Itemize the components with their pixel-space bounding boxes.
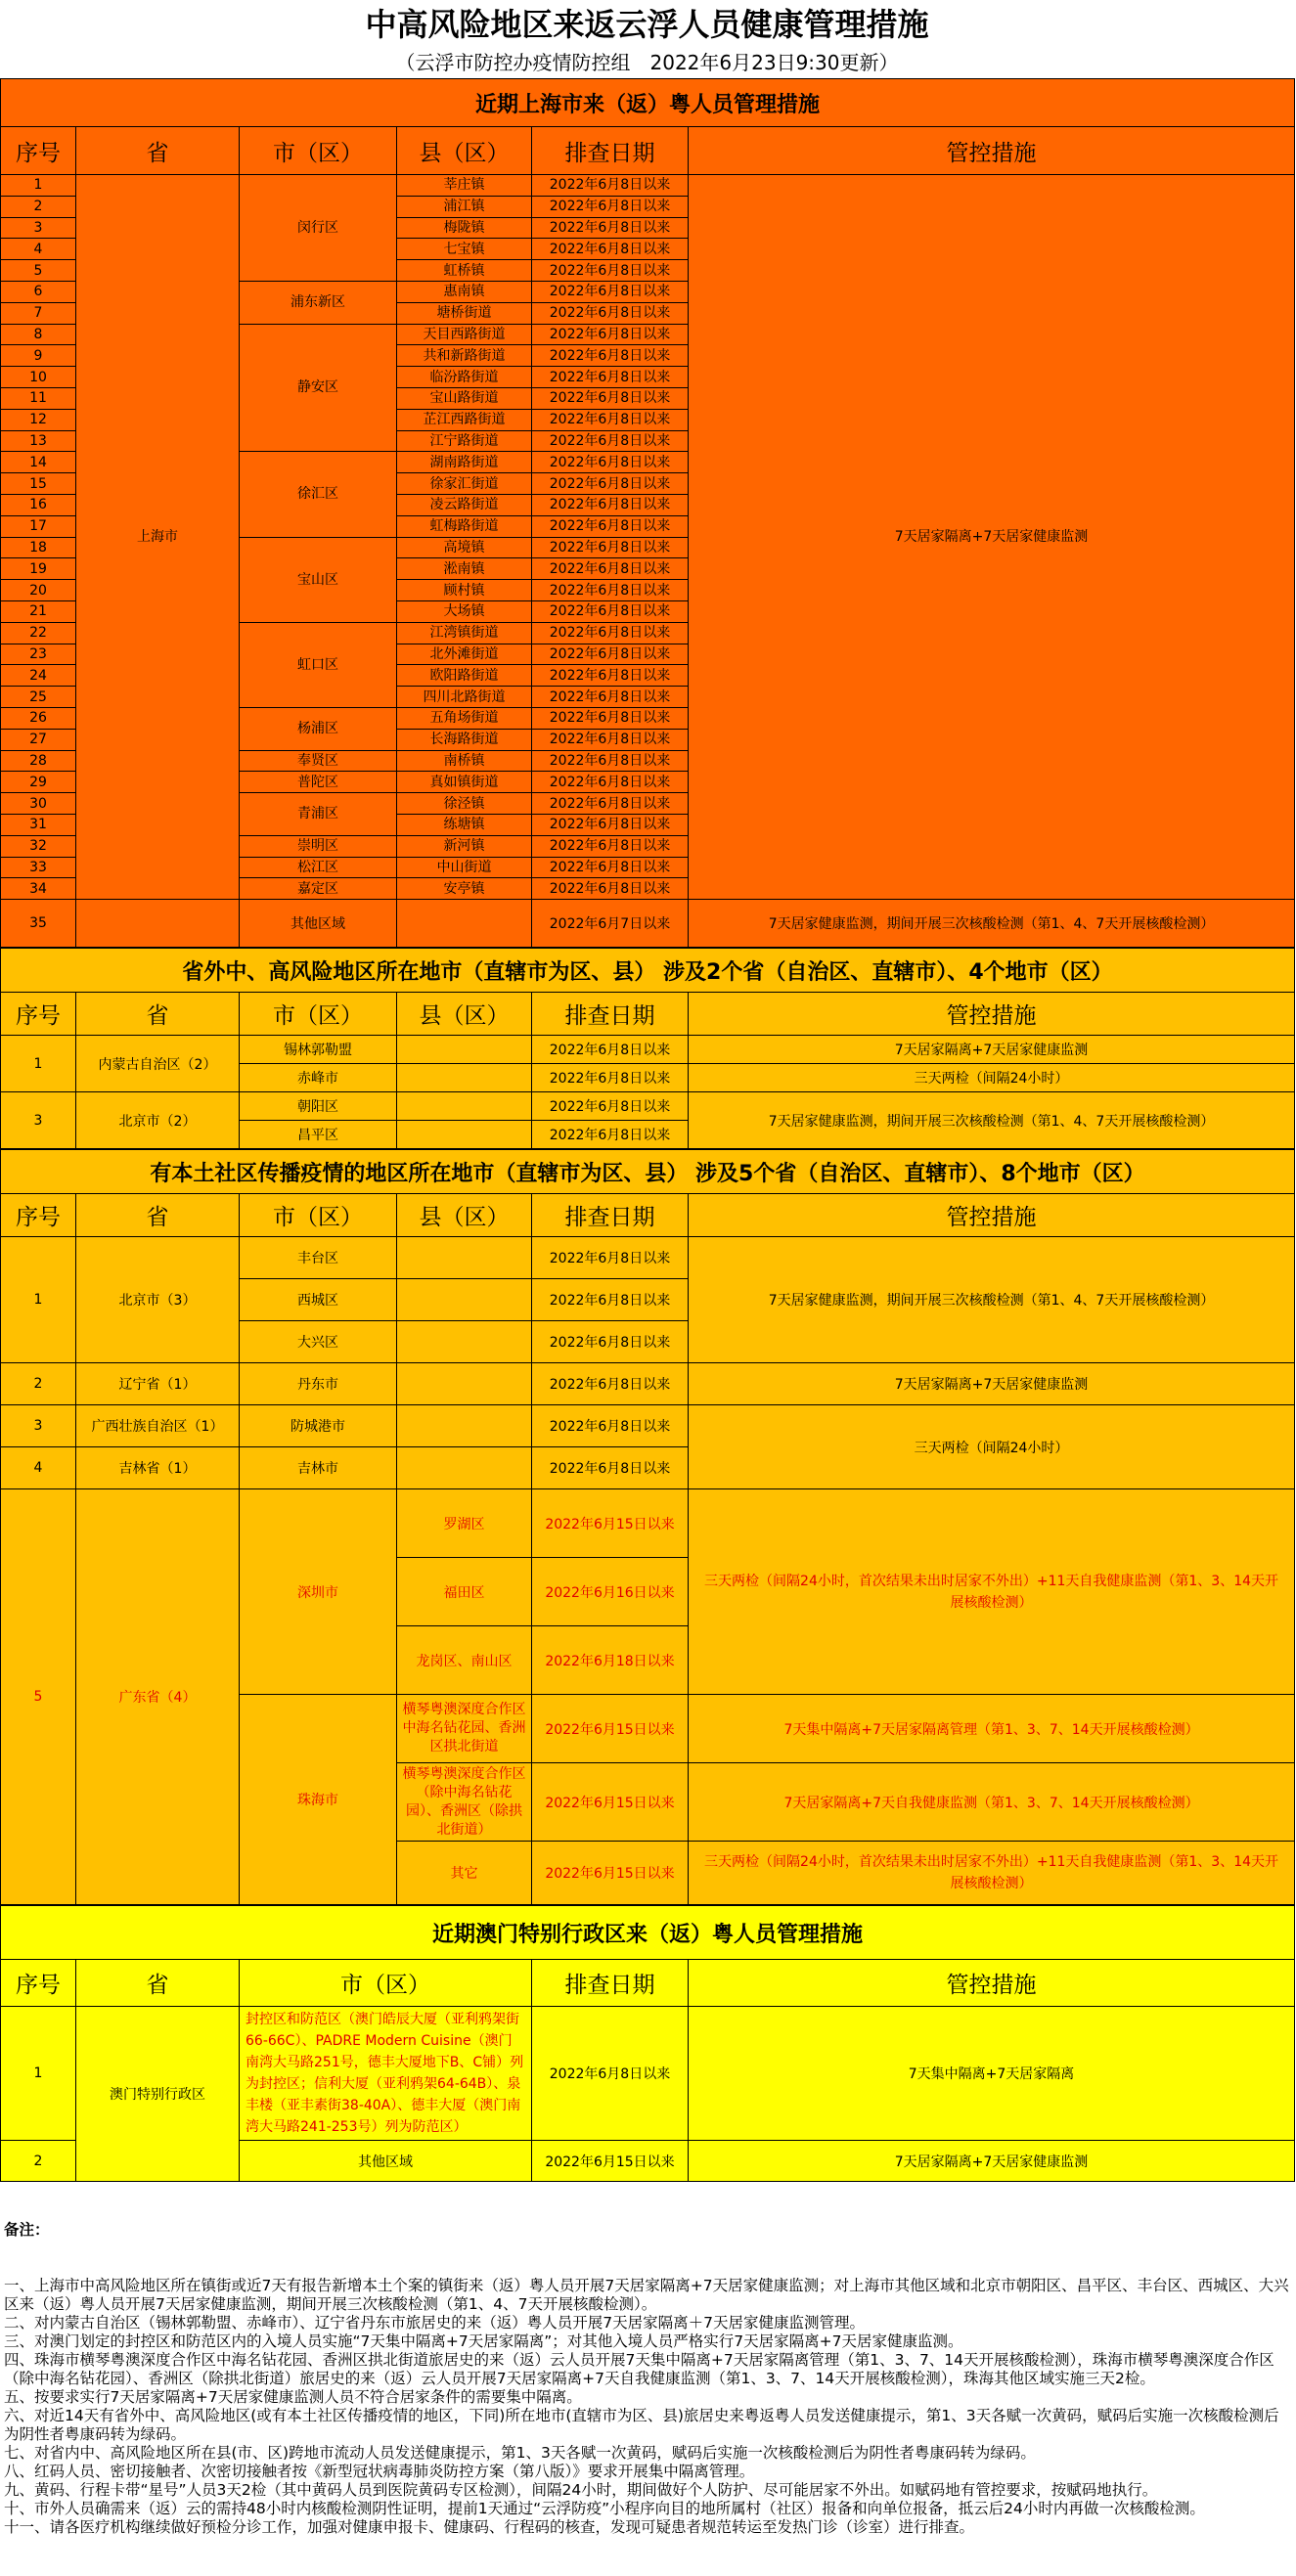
row-date: 2022年6月8日以来 xyxy=(532,345,689,367)
row-county xyxy=(397,1363,532,1405)
row-province: 广东省（4） xyxy=(76,1489,240,1905)
row-city: 赤峰市 xyxy=(240,1064,397,1092)
row-county: 北外滩街道 xyxy=(397,644,532,665)
row-county: 徐家汇街道 xyxy=(397,473,532,495)
row-date: 2022年6月8日以来 xyxy=(532,622,689,644)
row-no: 18 xyxy=(1,537,76,558)
row-county: 徐泾镇 xyxy=(397,793,532,815)
row-measure: 7天居家健康监测，期间开展三次核酸检测（第1、4、7天开展核酸检测） xyxy=(689,1092,1295,1149)
row-date: 2022年6月8日以来 xyxy=(532,835,689,857)
row-city: 宝山区 xyxy=(240,537,397,622)
row-date: 2022年6月8日以来 xyxy=(532,175,689,197)
row-no: 5 xyxy=(1,1489,76,1905)
header-date: 排查日期 xyxy=(532,1194,689,1237)
table-row xyxy=(1,175,1295,197)
row-city: 崇明区 xyxy=(240,835,397,857)
row-province: 广西壮族自治区（1） xyxy=(76,1405,240,1447)
row-county: 高境镇 xyxy=(397,537,532,558)
header-county: 县（区） xyxy=(397,993,532,1036)
note-item: 六、对近14天有省外中、高风险地区(或有本土社区传播疫情的地区，下同)所在地市(直辖市为区、县)旅居史来粤返粤人员发送健康提示，第1、3天各赋一次黄码，赋码后实施一次核酸检测后为阴性者粤康码转为绿码。 xyxy=(4,2407,1279,2444)
row-county: 练塘镇 xyxy=(397,814,532,835)
header-measure: 管控措施 xyxy=(689,1960,1295,2007)
row-city: 奉贤区 xyxy=(240,750,397,772)
section-title-shanghai: 近期上海市来（返）粤人员管理措施 xyxy=(1,79,1295,127)
row-no: 4 xyxy=(1,1447,76,1489)
row-no: 25 xyxy=(1,687,76,708)
row-date: 2022年6月15日以来 xyxy=(532,1763,689,1842)
row-no: 7 xyxy=(1,302,76,324)
row-no: 29 xyxy=(1,772,76,793)
row-date: 2022年6月8日以来 xyxy=(532,260,689,282)
row-county xyxy=(397,1121,532,1149)
row-city: 昌平区 xyxy=(240,1121,397,1149)
section-title-outside: 省外中、高风险地区所在地市（直辖市为区、县） 涉及2个省（自治区、直辖市）、4个地市（区） xyxy=(1,949,1295,993)
row-date: 2022年6月8日以来 xyxy=(532,473,689,495)
row-county: 中山街道 xyxy=(397,857,532,878)
row-county: 天目西路街道 xyxy=(397,324,532,345)
row-no: 9 xyxy=(1,345,76,367)
note-item: 一、上海市中高风险地区所在镇街或近7天有报告新增本土个案的镇街来（返）粤人员开展7天居家隔离+7天居家健康监测；对上海市其他区域和北京市朝阳区、昌平区、丰台区、西城区、大兴区来（返）粤人员开展7天居家健康监测，期间开展三次核酸检测（第1、4、7天开展核酸检测）。 xyxy=(4,2277,1289,2314)
header-measure: 管控措施 xyxy=(689,1194,1295,1237)
row-no: 28 xyxy=(1,750,76,772)
row-measure: 三天两检（间隔24小时） xyxy=(689,1405,1295,1489)
row-county: 梅陇镇 xyxy=(397,217,532,239)
header-measure: 管控措施 xyxy=(689,127,1295,175)
note-item: 十、市外人员确需来（返）云的需持48小时内核酸检测阴性证明，提前1天通过“云浮防疫”小程序向目的地所属村（社区）报备和向单位报备，抵云后24小时内再做一次核酸检测。 xyxy=(4,2500,1205,2518)
row-no: 5 xyxy=(1,260,76,282)
row-no: 2 xyxy=(1,196,76,217)
row-no: 31 xyxy=(1,814,76,835)
row-city: 吉林市 xyxy=(240,1447,397,1489)
row-city: 青浦区 xyxy=(240,793,397,836)
row-date: 2022年6月8日以来 xyxy=(532,1447,689,1489)
row-city: 大兴区 xyxy=(240,1321,397,1363)
row-date: 2022年6月8日以来 xyxy=(532,430,689,452)
row-date: 2022年6月8日以来 xyxy=(532,793,689,815)
row-county: 共和新路街道 xyxy=(397,345,532,367)
row-measure: 7天居家隔离+7天居家健康监测 xyxy=(689,1036,1295,1064)
header-province: 省 xyxy=(76,1960,240,2007)
row-date: 2022年6月8日以来 xyxy=(532,239,689,260)
row-city: 其他区域 xyxy=(240,900,397,948)
header-province: 省 xyxy=(76,1194,240,1237)
note-item: 九、黄码、行程卡带“星号”人员3天2检（其中黄码人员到医院黄码专区检测），间隔24小时，期间做好个人防护、尽可能居家不外出。如赋码地有管控要求，按赋码地执行。 xyxy=(4,2481,1158,2500)
row-no: 1 xyxy=(1,1036,76,1092)
row-city: 珠海市 xyxy=(240,1695,397,1905)
row-measure: 7天居家隔离+7天居家健康监测 xyxy=(689,175,1295,900)
row-date: 2022年6月8日以来 xyxy=(532,665,689,687)
row-no: 35 xyxy=(1,900,76,948)
row-city: 嘉定区 xyxy=(240,878,397,900)
row-city: 深圳市 xyxy=(240,1489,397,1695)
row-date: 2022年6月8日以来 xyxy=(532,217,689,239)
row-no: 2 xyxy=(1,1363,76,1405)
row-city: 虹口区 xyxy=(240,622,397,707)
row-date: 2022年6月8日以来 xyxy=(532,1279,689,1321)
row-city: 浦东新区 xyxy=(240,281,397,324)
row-date: 2022年6月8日以来 xyxy=(532,1121,689,1149)
row-county: 淞南镇 xyxy=(397,558,532,580)
section-title-macau: 近期澳门特别行政区来（返）粤人员管理措施 xyxy=(1,1906,1295,1960)
row-date: 2022年6月8日以来 xyxy=(532,644,689,665)
row-no: 16 xyxy=(1,494,76,515)
row-measure: 三天两检（间隔24小时） xyxy=(689,1064,1295,1092)
row-no: 3 xyxy=(1,1405,76,1447)
row-date: 2022年6月8日以来 xyxy=(532,750,689,772)
row-date: 2022年6月8日以来 xyxy=(532,1363,689,1405)
header-county: 县（区） xyxy=(397,127,532,175)
shanghai-table xyxy=(0,78,1295,948)
row-measure: 7天居家健康监测，期间开展三次核酸检测（第1、4、7天开展核酸检测） xyxy=(689,1237,1295,1363)
row-county: 五角场街道 xyxy=(397,707,532,729)
row-date: 2022年6月15日以来 xyxy=(532,1489,689,1558)
row-no: 34 xyxy=(1,878,76,900)
header-province: 省 xyxy=(76,993,240,1036)
row-no: 12 xyxy=(1,409,76,430)
row-county: 芷江西路街道 xyxy=(397,409,532,430)
row-date: 2022年6月8日以来 xyxy=(532,558,689,580)
row-county xyxy=(397,1447,532,1489)
row-city: 徐汇区 xyxy=(240,452,397,537)
row-no: 6 xyxy=(1,281,76,302)
row-date: 2022年6月16日以来 xyxy=(532,1558,689,1626)
row-no: 15 xyxy=(1,473,76,495)
row-no: 8 xyxy=(1,324,76,345)
row-county: 江湾镇街道 xyxy=(397,622,532,644)
row-city: 静安区 xyxy=(240,324,397,452)
header-city: 市（区） xyxy=(240,1194,397,1237)
row-county: 横琴粤澳深度合作区（除中海名钻花园）、香洲区（除拱北街道） xyxy=(397,1763,532,1842)
row-date: 2022年6月8日以来 xyxy=(532,1405,689,1447)
row-date: 2022年6月8日以来 xyxy=(532,302,689,324)
row-no: 11 xyxy=(1,387,76,409)
row-no: 23 xyxy=(1,644,76,665)
row-county: 四川北路街道 xyxy=(397,687,532,708)
macau-table xyxy=(0,1905,1295,2182)
row-city: 朝阳区 xyxy=(240,1092,397,1121)
row-measure: 7天居家健康监测，期间开展三次核酸检测（第1、4、7天开展核酸检测） xyxy=(689,900,1295,948)
row-date: 2022年6月8日以来 xyxy=(532,772,689,793)
note-item: 三、对澳门划定的封控区和防范区内的入境人员实施“7天集中隔离+7天居家隔离”；对其他入境人员严格实行7天居家隔离+7天居家健康监测。 xyxy=(4,2332,963,2351)
row-date: 2022年6月8日以来 xyxy=(532,1092,689,1121)
row-province: 北京市（3） xyxy=(76,1237,240,1363)
row-county: 七宝镇 xyxy=(397,239,532,260)
row-date: 2022年6月8日以来 xyxy=(532,814,689,835)
row-no: 1 xyxy=(1,1237,76,1363)
row-date: 2022年6月8日以来 xyxy=(532,196,689,217)
row-county xyxy=(397,900,532,948)
header-measure: 管控措施 xyxy=(689,993,1295,1036)
notes-list xyxy=(4,2277,1290,2537)
row-measure: 三天两检（间隔24小时，首次结果未出时居家不外出）+11天自我健康监测（第1、3、14天开展核酸检测） xyxy=(689,1489,1295,1695)
row-date: 2022年6月8日以来 xyxy=(532,1064,689,1092)
row-no: 30 xyxy=(1,793,76,815)
header-province: 省 xyxy=(76,127,240,175)
page-subtitle: （云浮市防控办疫情防控组 2022年6月23日9:30更新） xyxy=(395,51,899,74)
row-date: 2022年6月8日以来 xyxy=(532,409,689,430)
row-county: 真如镇街道 xyxy=(397,772,532,793)
header-no: 序号 xyxy=(1,127,76,175)
row-city: 防城港市 xyxy=(240,1405,397,1447)
row-county: 横琴粤澳深度合作区中海名钻花园、香洲区拱北街道 xyxy=(397,1695,532,1763)
row-county: 湖南路街道 xyxy=(397,452,532,473)
page-title: 中高风险地区来返云浮人员健康管理措施 xyxy=(365,6,929,43)
row-county: 罗湖区 xyxy=(397,1489,532,1558)
row-measure: 7天集中隔离+7天居家隔离管理（第1、3、7、14天开展核酸检测） xyxy=(689,1695,1295,1763)
row-date: 2022年6月8日以来 xyxy=(532,537,689,558)
row-date: 2022年6月8日以来 xyxy=(532,729,689,750)
header-city: 市（区） xyxy=(240,993,397,1036)
row-county: 江宁路街道 xyxy=(397,430,532,452)
row-county: 浦江镇 xyxy=(397,196,532,217)
row-province xyxy=(76,900,240,948)
row-county xyxy=(397,1321,532,1363)
row-city: 西城区 xyxy=(240,1279,397,1321)
row-city: 封控区和防范区（澳门皓辰大厦（亚利鸦架街66-66C）、PADRE Modern Cuisine（澳门南湾大马路251号，德丰大厦地下B、C铺）列为封控区；信利大厦（亚利鸦架64-64B）、泉丰楼（亚丰素街38-40A）、德丰大厦（澳门南湾大马路241-253号）列为防范区） xyxy=(240,2007,532,2141)
community-spread-table xyxy=(0,1149,1295,1905)
row-date: 2022年6月8日以来 xyxy=(532,878,689,900)
row-county: 南桥镇 xyxy=(397,750,532,772)
row-county: 宝山路街道 xyxy=(397,387,532,409)
row-no: 4 xyxy=(1,239,76,260)
header-city: 市（区） xyxy=(240,127,397,175)
row-city: 杨浦区 xyxy=(240,707,397,750)
row-date: 2022年6月8日以来 xyxy=(532,2007,689,2141)
row-measure: 7天居家隔离+7天居家健康监测 xyxy=(689,2141,1295,2182)
row-date: 2022年6月8日以来 xyxy=(532,580,689,601)
row-province: 内蒙古自治区（2） xyxy=(76,1036,240,1092)
row-no: 33 xyxy=(1,857,76,878)
row-no: 32 xyxy=(1,835,76,857)
row-province: 北京市（2） xyxy=(76,1092,240,1149)
header-date: 排查日期 xyxy=(532,1960,689,2007)
row-measure: 7天居家隔离+7天自我健康监测（第1、3、7、14天开展核酸检测） xyxy=(689,1763,1295,1842)
row-county: 新河镇 xyxy=(397,835,532,857)
header-no: 序号 xyxy=(1,1194,76,1237)
row-county: 福田区 xyxy=(397,1558,532,1626)
notes-heading: 备注： xyxy=(4,2221,50,2240)
row-no: 27 xyxy=(1,729,76,750)
row-date: 2022年6月8日以来 xyxy=(532,324,689,345)
row-date: 2022年6月8日以来 xyxy=(532,707,689,729)
row-date: 2022年6月8日以来 xyxy=(532,515,689,537)
row-province: 澳门特别行政区 xyxy=(76,2007,240,2182)
row-date: 2022年6月8日以来 xyxy=(532,857,689,878)
row-date: 2022年6月15日以来 xyxy=(532,1842,689,1905)
note-item: 二、对内蒙古自治区（锡林郭勒盟、赤峰市）、辽宁省丹东市旅居史的来（返）粤人员开展7天居家隔离＋7天居家健康监测管理。 xyxy=(4,2314,865,2332)
header-city: 市（区） xyxy=(240,1960,532,2007)
header-date: 排查日期 xyxy=(532,993,689,1036)
section-title-community: 有本土社区传播疫情的地区所在地市（直辖市为区、县） 涉及5个省（自治区、直辖市）、8个地市（区） xyxy=(1,1150,1295,1194)
row-no: 22 xyxy=(1,622,76,644)
row-county: 临汾路街道 xyxy=(397,367,532,388)
row-no: 2 xyxy=(1,2141,76,2182)
row-no: 20 xyxy=(1,580,76,601)
row-county: 大场镇 xyxy=(397,600,532,622)
row-city: 丰台区 xyxy=(240,1237,397,1279)
row-no: 24 xyxy=(1,665,76,687)
row-county: 其它 xyxy=(397,1842,532,1905)
notes xyxy=(0,2182,1294,2576)
note-item: 八、红码人员、密切接触者、次密切接触者按《新型冠状病毒肺炎防控方案（第八版）》要求开展集中隔离管理。 xyxy=(4,2463,755,2481)
header-county: 县（区） xyxy=(397,1194,532,1237)
row-no: 19 xyxy=(1,558,76,580)
row-city: 丹东市 xyxy=(240,1363,397,1405)
row-date: 2022年6月8日以来 xyxy=(532,1036,689,1064)
row-city: 其他区域 xyxy=(240,2141,532,2182)
row-no: 14 xyxy=(1,452,76,473)
row-city: 普陀区 xyxy=(240,772,397,793)
row-county xyxy=(397,1237,532,1279)
row-no: 13 xyxy=(1,430,76,452)
table-row xyxy=(1,900,1295,948)
row-date: 2022年6月8日以来 xyxy=(532,600,689,622)
row-date: 2022年6月8日以来 xyxy=(532,494,689,515)
note-item: 四、珠海市横琴粤澳深度合作区中海名钻花园、香洲区拱北街道旅居史的来（返）云人员开展7天集中隔离+7天居家隔离管理（第1、3、7、14天开展核酸检测），珠海市横琴粤澳深度合作区（除中海名钻花园）、香洲区（除拱北街道）旅居史的来（返）云人员开展7天居家隔离+7天自我健康监测（第1、3、7、14天开展核酸检测），珠海其他区域实施三天2检。 xyxy=(4,2351,1274,2388)
row-date: 2022年6月8日以来 xyxy=(532,367,689,388)
row-date: 2022年6月8日以来 xyxy=(532,1321,689,1363)
row-county xyxy=(397,1279,532,1321)
row-county: 塘桥街道 xyxy=(397,302,532,324)
row-county xyxy=(397,1064,532,1092)
note-item: 十一、请各医疗机构继续做好预检分诊工作，加强对健康申报卡、健康码、行程码的核查，发现可疑患者规范转运至发热门诊（诊室）进行排查。 xyxy=(4,2518,975,2537)
row-date: 2022年6月7日以来 xyxy=(532,900,689,948)
row-county: 欧阳路街道 xyxy=(397,665,532,687)
row-county: 安亭镇 xyxy=(397,878,532,900)
row-county xyxy=(397,1405,532,1447)
row-county: 凌云路街道 xyxy=(397,494,532,515)
row-city: 松江区 xyxy=(240,857,397,878)
row-province: 上海市 xyxy=(76,175,240,900)
row-no: 17 xyxy=(1,515,76,537)
row-no: 21 xyxy=(1,600,76,622)
row-date: 2022年6月15日以来 xyxy=(532,1695,689,1763)
row-no: 3 xyxy=(1,1092,76,1149)
row-date: 2022年6月8日以来 xyxy=(532,281,689,302)
row-no: 10 xyxy=(1,367,76,388)
header-no: 序号 xyxy=(1,1960,76,2007)
row-date: 2022年6月8日以来 xyxy=(532,387,689,409)
note-item: 五、按要求实行7天居家隔离+7天居家健康监测人员不符合居家条件的需要集中隔离。 xyxy=(4,2388,582,2407)
row-county xyxy=(397,1092,532,1121)
row-no: 3 xyxy=(1,217,76,239)
row-measure: 三天两检（间隔24小时，首次结果未出时居家不外出）+11天自我健康监测（第1、3、14天开展核酸检测） xyxy=(689,1842,1295,1905)
row-county: 虹桥镇 xyxy=(397,260,532,282)
row-no: 1 xyxy=(1,175,76,197)
row-no: 26 xyxy=(1,707,76,729)
header-date: 排查日期 xyxy=(532,127,689,175)
row-date: 2022年6月18日以来 xyxy=(532,1626,689,1695)
row-province: 吉林省（1） xyxy=(76,1447,240,1489)
row-province: 辽宁省（1） xyxy=(76,1363,240,1405)
row-county: 长海路街道 xyxy=(397,729,532,750)
row-measure: 7天居家隔离+7天居家健康监测 xyxy=(689,1363,1295,1405)
row-county: 惠南镇 xyxy=(397,281,532,302)
row-no: 1 xyxy=(1,2007,76,2141)
shanghai-rows xyxy=(1,175,1295,948)
row-county: 龙岗区、南山区 xyxy=(397,1626,532,1695)
row-county: 莘庄镇 xyxy=(397,175,532,197)
note-item: 七、对省内中、高风险地区所在县(市、区)跨地市流动人员发送健康提示，第1、3天各赋一次黄码，赋码后实施一次核酸检测后为阴性者粤康码转为绿码。 xyxy=(4,2444,1036,2463)
header-no: 序号 xyxy=(1,993,76,1036)
row-date: 2022年6月8日以来 xyxy=(532,452,689,473)
row-county: 顾村镇 xyxy=(397,580,532,601)
row-county xyxy=(397,1036,532,1064)
outside-risk-table xyxy=(0,948,1295,1149)
row-county: 虹梅路街道 xyxy=(397,515,532,537)
row-date: 2022年6月15日以来 xyxy=(532,2141,689,2182)
row-date: 2022年6月8日以来 xyxy=(532,687,689,708)
row-measure: 7天集中隔离+7天居家隔离 xyxy=(689,2007,1295,2141)
row-city: 闵行区 xyxy=(240,175,397,282)
row-date: 2022年6月8日以来 xyxy=(532,1237,689,1279)
row-city: 锡林郭勒盟 xyxy=(240,1036,397,1064)
